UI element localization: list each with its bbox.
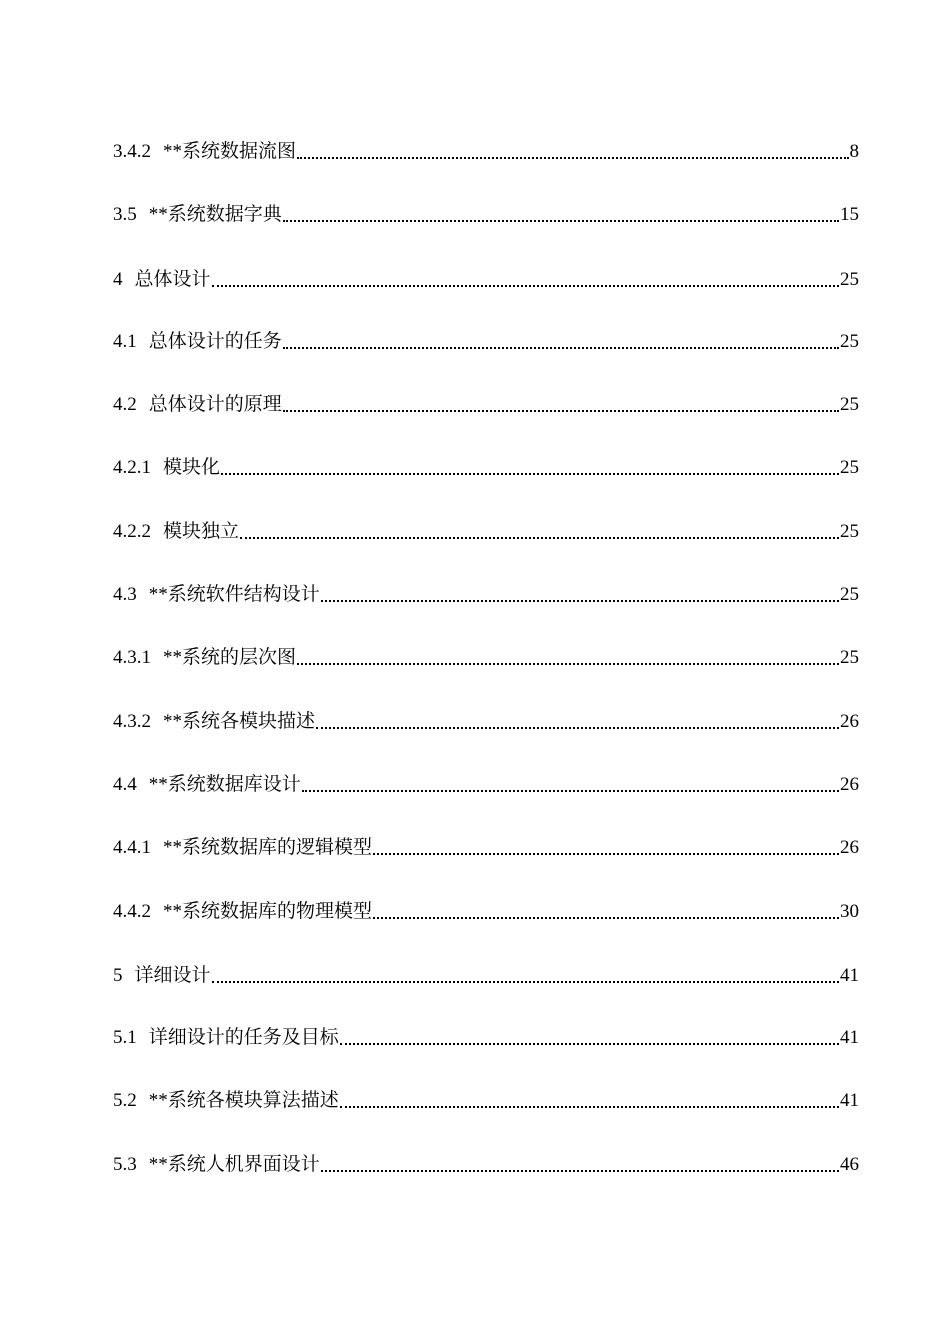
dot-leader (340, 1023, 839, 1045)
dot-leader (316, 707, 839, 729)
toc-entry-page: 41 (840, 1090, 859, 1112)
toc-entry-page: 25 (840, 330, 859, 352)
toc-entry[interactable] (113, 193, 859, 256)
toc-entry-title: **系统各模块描述 (163, 710, 316, 732)
toc-entry-title: 总体设计的原理 (148, 394, 282, 416)
toc-entry[interactable] (113, 700, 859, 763)
toc-entry-number: 5 (113, 964, 123, 986)
toc-entry-page: 25 (840, 584, 859, 606)
toc-entry[interactable] (113, 510, 859, 573)
toc-entry-page: 46 (840, 1153, 859, 1175)
dot-leader (283, 327, 839, 349)
toc-entry-number: 4.4.2 (113, 900, 151, 922)
dot-leader (373, 897, 839, 919)
toc-entry-page: 15 (840, 204, 859, 226)
toc-entry-title: **系统数据库设计 (148, 773, 301, 795)
toc-entry-title: **系统软件结构设计 (148, 584, 320, 606)
table-of-contents (113, 130, 859, 1206)
toc-entry-title: 总体设计的任务 (148, 330, 282, 352)
toc-entry-title: **系统数据库的逻辑模型 (163, 837, 373, 859)
toc-entry[interactable] (113, 320, 859, 383)
toc-entry-number: 4.2.2 (113, 520, 151, 542)
dot-leader (302, 770, 839, 792)
toc-entry-page: 26 (840, 773, 859, 795)
toc-entry-title: **系统数据库的物理模型 (163, 900, 373, 922)
toc-entry-page: 25 (840, 457, 859, 479)
toc-entry[interactable] (113, 636, 859, 699)
toc-entry-number: 5.3 (113, 1153, 137, 1175)
toc-entry-title: **系统数据流图 (163, 141, 297, 162)
toc-entry-number: 4.3.2 (113, 710, 151, 732)
toc-entry[interactable] (113, 1016, 859, 1079)
toc-entry-title: **系统人机界面设计 (148, 1153, 320, 1175)
toc-entry-page: 41 (840, 964, 859, 986)
dot-leader (373, 833, 839, 855)
dot-leader (212, 961, 839, 983)
toc-entry[interactable] (113, 1143, 859, 1206)
toc-entry-title: **系统各模块算法描述 (148, 1090, 339, 1112)
toc-entry-number: 4.3 (113, 584, 137, 606)
toc-entry-number: 5.1 (113, 1027, 137, 1049)
dot-leader (297, 137, 848, 159)
toc-entry-title: **系统的层次图 (163, 647, 297, 669)
toc-entry-title: 模块独立 (163, 520, 240, 542)
toc-entry-page: 8 (849, 141, 859, 162)
toc-entry-number: 4.3.1 (113, 647, 151, 669)
toc-entry-title: 详细设计的任务及目标 (148, 1027, 339, 1049)
toc-entry[interactable] (113, 446, 859, 509)
toc-entry-page: 25 (840, 647, 859, 669)
toc-entry[interactable] (113, 1079, 859, 1142)
toc-entry-number: 4.2.1 (113, 457, 151, 479)
toc-entry-number: 4.1 (113, 330, 137, 352)
toc-entry-number: 4 (113, 268, 123, 290)
dot-leader (340, 1086, 839, 1108)
dot-leader (221, 453, 839, 475)
toc-entry-number: 4.4 (113, 773, 137, 795)
dot-leader (212, 265, 839, 287)
toc-entry[interactable] (113, 826, 859, 889)
toc-entry[interactable] (113, 890, 859, 953)
toc-entry[interactable] (113, 130, 859, 193)
dot-leader (321, 580, 839, 602)
toc-entry-title: **系统数据字典 (148, 204, 282, 226)
toc-entry[interactable] (113, 763, 859, 826)
toc-entry-page: 26 (840, 837, 859, 859)
toc-entry-page: 25 (840, 394, 859, 416)
toc-entry[interactable] (113, 953, 859, 1016)
dot-leader (297, 643, 839, 665)
dot-leader (321, 1150, 839, 1172)
toc-entry-page: 25 (840, 268, 859, 290)
toc-entry-number: 4.4.1 (113, 837, 151, 859)
toc-entry-number: 3.5 (113, 204, 137, 226)
toc-entry-number: 4.2 (113, 394, 137, 416)
toc-entry[interactable] (113, 383, 859, 446)
dot-leader (283, 390, 839, 412)
toc-entry[interactable] (113, 573, 859, 636)
dot-leader (240, 517, 839, 539)
toc-entry-number: 5.2 (113, 1090, 137, 1112)
toc-entry-page: 30 (840, 900, 859, 922)
toc-entry-title: 详细设计 (134, 963, 211, 986)
toc-entry-page: 26 (840, 710, 859, 732)
dot-leader (283, 200, 839, 222)
toc-entry-title: 模块化 (163, 457, 221, 479)
toc-entry[interactable] (113, 257, 859, 320)
toc-entry-title: 总体设计 (134, 267, 211, 290)
toc-entry-page: 41 (840, 1027, 859, 1049)
toc-entry-page: 25 (840, 520, 859, 542)
toc-entry-number: 3.4.2 (113, 141, 151, 162)
